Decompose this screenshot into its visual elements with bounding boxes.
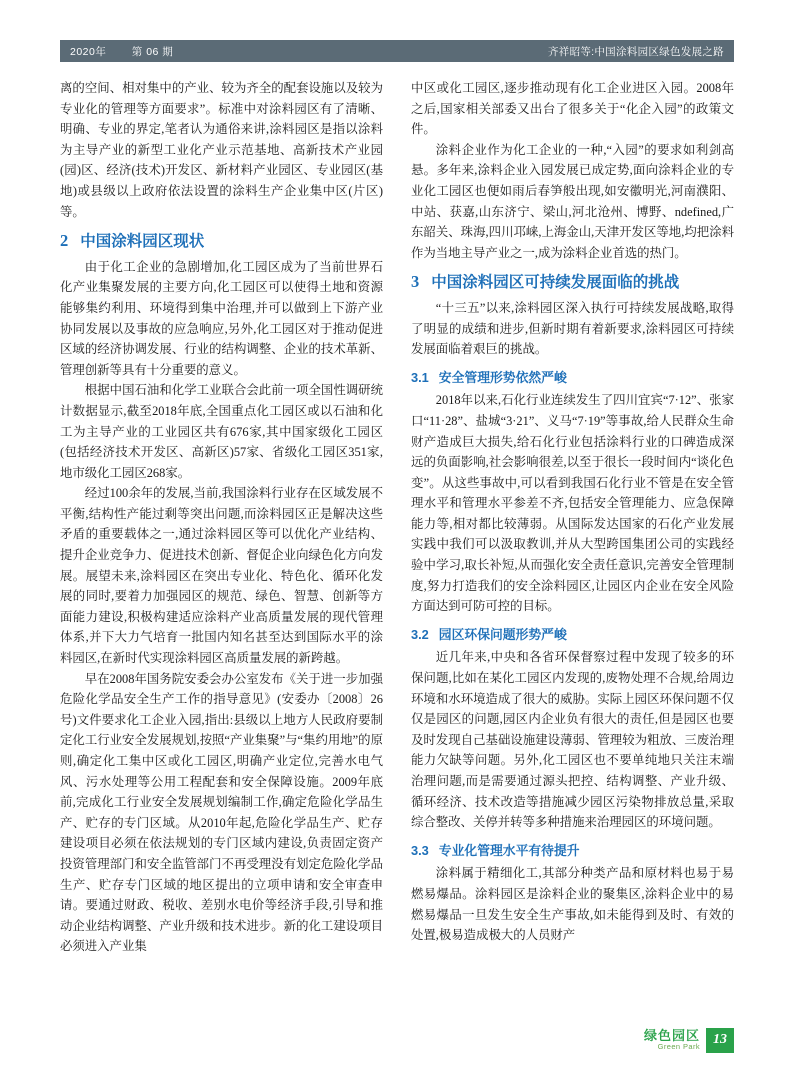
paragraph: 近几年来,中央和各省环保督察过程中发现了较多的环保问题,比如在某化工园区内发现的,废物处理不合规,给周边环境和水环境造成了很大的威胁。实际上园区环保问题不仅仅是园区的问题,园区内企业负有很大的责任,但是园区也要及时发现自己基础设施建设薄弱、管理较为粗放、三废治理能力欠缺等问题。另外,化工园区也不要单纯地只关注末端治理问题,而是需要通过源头把控、结构调整、产业升级、循环经济、技术改造等措施减少园区污染物排放总量,采取综合整改、关停并转等多种措施来治理园区的环境问题。: [411, 650, 734, 830]
section-number: 3: [411, 272, 420, 292]
subsection-heading-3-1: [411, 368, 734, 389]
paragraph: “十三五”以来,涂料园区深入执行可持续发展战略,取得了明显的成绩和进步,但新时期有着新要求,涂料园区可持续发展面临着艰巨的挑战。: [411, 300, 734, 357]
section-number: 2: [60, 231, 69, 251]
subsection-title: 园区环保问题形势严峻: [438, 627, 567, 642]
header-year: 2020年: [70, 45, 107, 58]
page-header: [60, 40, 734, 62]
subsection-number: 3.2: [411, 626, 429, 642]
header-running-title: 齐祥昭等:中国涂料园区绿色发展之路: [547, 45, 724, 58]
page-number: 13: [706, 1028, 734, 1053]
subsection-title: 安全管理形势依然严峻: [438, 370, 567, 385]
page-columns: [60, 78, 734, 1008]
header-issue: 第 06 期: [131, 45, 174, 58]
section-heading-2: [60, 231, 383, 253]
subsection-number: 3.3: [411, 842, 429, 858]
paragraph: 离的空间、相对集中的产业、较为齐全的配套设施以及较为专业化的管理等方面要求”。标准中对涂料园区有了清晰、明确、专业的界定,笔者认为通俗来讲,涂料园区是指以涂料为主导产业的新型工业化产业示范基地、高新技术产业园(园)区、经济(技术)开发区、新材料产业园区、专业园区(基地)或县级以上政府依法设置的涂料生产企业集中区(片区)等。: [60, 81, 383, 219]
subsection-heading-3-2: [411, 625, 734, 646]
right-column: [411, 78, 734, 1008]
subsection-title: 专业化管理水平有待提升: [438, 843, 580, 858]
paragraph: 经过100余年的发展,当前,我国涂料行业存在区域发展不平衡,结构性产能过剩等突出问题,而涂料园区正是解决这些矛盾的重要载体之一,通过涂料园区等可以优化产业结构、提升企业竞争力、促进技术创新、督促企业向绿色化方向发展。展望未来,涂料园区在突出专业化、特色化、循环化发展的同时,要着力加强园区的规范、绿色、智慧、创新等方面能力建设,积极构建适应涂料产业高质量发展的现代管理体系,并下大力气培育一批国内知名甚至达到国际水平的涂料园区,在新时代实现涂料园区高质量发展的新跨越。: [60, 486, 383, 666]
section-title: 中国涂料园区可持续发展面临的挑战: [431, 274, 680, 292]
footer-brand-cn: 绿色园区: [643, 1028, 700, 1044]
subsection-number: 3.1: [411, 369, 429, 385]
paragraph: 2018年以来,石化行业连续发生了四川宜宾“7·12”、张家口“11·28”、盐城“3·21”、义马“7·19”等事故,给人民群众生命财产造成巨大损失,给石化行业包括涂料行业的口碑造成深远的负面影响,社会影响很差,以至于很长一段时间内“谈化色变”。从这些事故中,可以看到我国石化行业不管是在安全管理水平和管理水平参差不齐,包括安全管理能力、应急保障能力等,相对都比较薄弱。从国际发达国家的石化产业发展实践中我们可以汲取教训,并从大型跨国集团公司的实践经验中学习,取长补短,从而强化安全责任意识,完善安全管理制度,努力打造我们的安全涂料园区,让园区内企业在安全风险方面达到可防可控的目标。: [411, 393, 734, 614]
footer-brand-en: Green Park: [657, 1041, 700, 1051]
left-column: [60, 78, 383, 1008]
header-left: [70, 44, 173, 59]
section-title: 中国涂料园区现状: [80, 233, 205, 251]
section-heading-3: [411, 272, 734, 294]
paragraph: 根据中国石油和化学工业联合会此前一项全国性调研统计数据显示,截至2018年底,全国重点化工园区或以石油和化工为主导产业的工业园区共有676家,其中国家级化工园区(包括经济技术开发区、高新区)57家、省级化工园区351家,地市级化工园区268家。: [60, 383, 383, 480]
footer-brand: [644, 1029, 700, 1051]
paragraph: 中区或化工园区,逐步推动现有化工企业进区入园。2008年之后,国家相关部委又出台了很多关于“化企入园”的政策文件。: [411, 81, 734, 137]
subsection-heading-3-3: [411, 841, 734, 862]
paragraph: 涂料属于精细化工,其部分种类产品和原材料也易于易燃易爆品。涂料园区是涂料企业的聚集区,涂料企业中的易燃易爆品一旦发生安全生产事故,如未能得到及时、有效的处置,极易造成极大的人员财产: [411, 866, 734, 943]
page-footer: [644, 1025, 734, 1055]
paragraph: 早在2008年国务院安委会办公室发布《关于进一步加强危险化学品安全生产工作的指导意见》(安委办〔2008〕26号)文件要求化工企业入园,指出:县级以上地方人民政府要制定化工行业安全发展规划,按照“产业集聚”与“集约用地”的原则,确定化工集中区或化工园区,明确产业定位,完善水电气风、污水处理等公用工程配套和安全保障设施。2009年底前,完成化工行业安全发展规划编制工作,确定危险化学品生产、贮存的专门区域。从2010年起,危险化学品生产、贮存建设项目必须在依法规划的专门区域内建设,负责固定资产投资管理部门和安全监管部门不再受理没有划定危险化学品生产、贮存专门区域的地区提出的立项申请和安全审查申请。要通过财政、税收、差别水电价等经济手段,引导和推动企业结构调整、产业升级和技术进步。新的化工建设项目必须进入产业集: [60, 671, 383, 954]
paragraph: 涂料企业作为化工企业的一种,“入园”的要求如利剑高悬。多年来,涂料企业入园发展已成定势,面向涂料企业的专业化工园区也便如雨后春笋般出现,如安徽明光,河南濮阳、中站、获嘉,山东济宁、梁山,河北沧州、博野、ndefined,广东韶关、珠海,四川邛崃,上海金山,天津开发区等地,均把涂料作为当地主导产业之一,成为涂料企业首选的热门。: [411, 142, 734, 260]
paragraph: 由于化工企业的急剧增加,化工园区成为了当前世界石化产业集聚发展的主要方向,化工园区可以使得土地和资源能够集约利用、环境得到集中治理,并可以做到上下游产业协同发展以及事故的应急响应,另外,化工园区对于推动促进区域的经济协调发展、行业的结构调整、企业的技术革新、管理创新等具有十分重要的意义。: [60, 259, 383, 377]
